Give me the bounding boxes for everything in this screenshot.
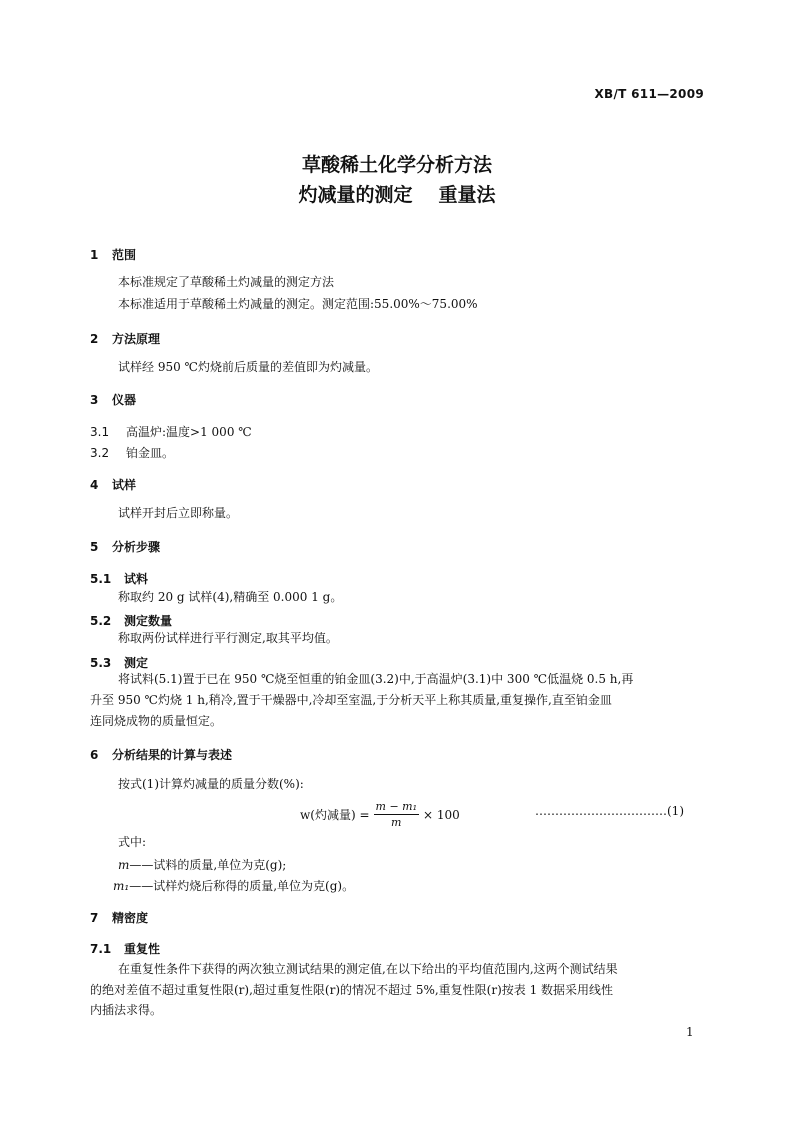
doc-title-part-a: 灼减量的测定 <box>298 184 413 206</box>
page-number: 1 <box>686 1025 694 1039</box>
definition-m <box>118 856 286 873</box>
section-title: 分析结果的计算与表述 <box>112 748 233 762</box>
symbol-m: m <box>118 858 130 872</box>
subsection-5-3-line-3: 连同烧成物的质量恒定。 <box>90 714 223 728</box>
subsection-5-3-line-2: 升至 950 ℃灼烧 1 h,稍冷,置于干燥器中,冷却至室温,于分析天平上称其质量,重复操作,直至铂金皿 <box>90 693 612 707</box>
doc-title-line2 <box>0 180 794 207</box>
item-text: 高温炉:温度>1 000 ℃ <box>126 425 252 439</box>
section-number: 3 <box>90 393 99 407</box>
subsection-7-1-line-1: 在重复性条件下获得的两次独立测试结果的测定值,在以下给出的平均值范围内,这两个测试结果 <box>118 962 618 976</box>
section-1-para-2: 本标准适用于草酸稀土灼减量的测定。测定范围:55.00%～75.00% <box>118 297 478 311</box>
subsection-7-1-line-3: 内插法求得。 <box>90 1003 163 1017</box>
subsection-number: 5.3 <box>90 656 112 670</box>
definition-m1 <box>113 877 354 894</box>
section-4-heading <box>90 476 136 493</box>
doc-title-line1: 草酸稀土化学分析方法 <box>301 154 492 176</box>
subsection-5-1-text: 称取约 20 g 试样(4),精确至 0.000 1 g。 <box>118 590 343 604</box>
subsection-number: 7.1 <box>90 942 112 956</box>
formula-denominator: m <box>391 816 402 829</box>
section-title: 精密度 <box>112 911 149 925</box>
item-text: 铂金皿。 <box>126 446 175 460</box>
section-title: 范围 <box>112 248 137 262</box>
formula-numerator: m − m₁ <box>375 800 417 813</box>
section-number: 1 <box>90 248 99 262</box>
subsection-title: 试料 <box>124 572 149 586</box>
section-number: 4 <box>90 478 99 492</box>
subsection-5-2-heading <box>90 612 172 629</box>
standard-number: XB/T 611—2009 <box>594 87 704 101</box>
section-1-para-1: 本标准规定了草酸稀土灼减量的测定方法 <box>118 275 335 289</box>
section-2-heading <box>90 330 160 347</box>
section-number: 7 <box>90 911 99 925</box>
definition-text: ——试样灼烧后称得的质量,单位为克(g)。 <box>129 879 355 893</box>
subsection-title: 测定 <box>124 656 149 670</box>
section-number: 5 <box>90 540 99 554</box>
section-6-heading <box>90 746 232 763</box>
doc-title-part-b: 重量法 <box>438 184 496 206</box>
subsection-7-1-line-2: 的绝对差值不超过重复性限(r),超过重复性限(r)的情况不超过 5%,重复性限(r)按表 1 数据采用线性 <box>90 983 614 997</box>
instrument-item <box>90 423 252 440</box>
section-5-heading <box>90 538 160 555</box>
subsection-title: 重复性 <box>124 942 161 956</box>
section-number: 6 <box>90 748 99 762</box>
formula-1 <box>300 800 460 829</box>
instrument-item <box>90 444 174 461</box>
formula-fraction <box>374 800 419 829</box>
subsection-title: 测定数量 <box>124 614 173 628</box>
subsection-number: 5.2 <box>90 614 112 628</box>
section-6-intro: 按式(1)计算灼减量的质量分数(%): <box>118 777 304 791</box>
section-1-heading <box>90 246 136 263</box>
definition-text: ——试料的质量,单位为克(g); <box>129 858 287 872</box>
section-title: 分析步骤 <box>112 540 161 554</box>
section-4-para-1: 试样开封后立即称量。 <box>118 506 239 520</box>
section-2-para-1: 试样经 950 ℃灼烧前后质量的差值即为灼减量。 <box>118 360 378 374</box>
formula-lhs: w(灼减量) = <box>300 808 370 822</box>
symbol-m1: m₁ <box>113 879 130 893</box>
section-7-heading <box>90 909 148 926</box>
subsection-5-1-heading <box>90 570 148 587</box>
item-number: 3.1 <box>90 425 110 439</box>
section-3-heading <box>90 391 136 408</box>
section-title: 方法原理 <box>112 332 161 346</box>
subsection-7-1-heading <box>90 940 160 957</box>
subsection-5-3-line-1: 将试料(5.1)置于已在 950 ℃烧至恒重的铂金皿(3.2)中,于高温炉(3.1)中 300 ℃低温烧 0.5 h,再 <box>118 672 634 686</box>
section-title: 仪器 <box>112 393 137 407</box>
subsection-number: 5.1 <box>90 572 112 586</box>
subsection-5-2-text: 称取两份试样进行平行测定,取其平均值。 <box>118 631 338 645</box>
section-number: 2 <box>90 332 99 346</box>
where-label: 式中: <box>118 835 147 849</box>
equation-number: ……………………………(1) <box>535 804 684 818</box>
item-number: 3.2 <box>90 446 110 460</box>
section-title: 试样 <box>112 478 137 492</box>
formula-rhs: × 100 <box>423 807 460 822</box>
